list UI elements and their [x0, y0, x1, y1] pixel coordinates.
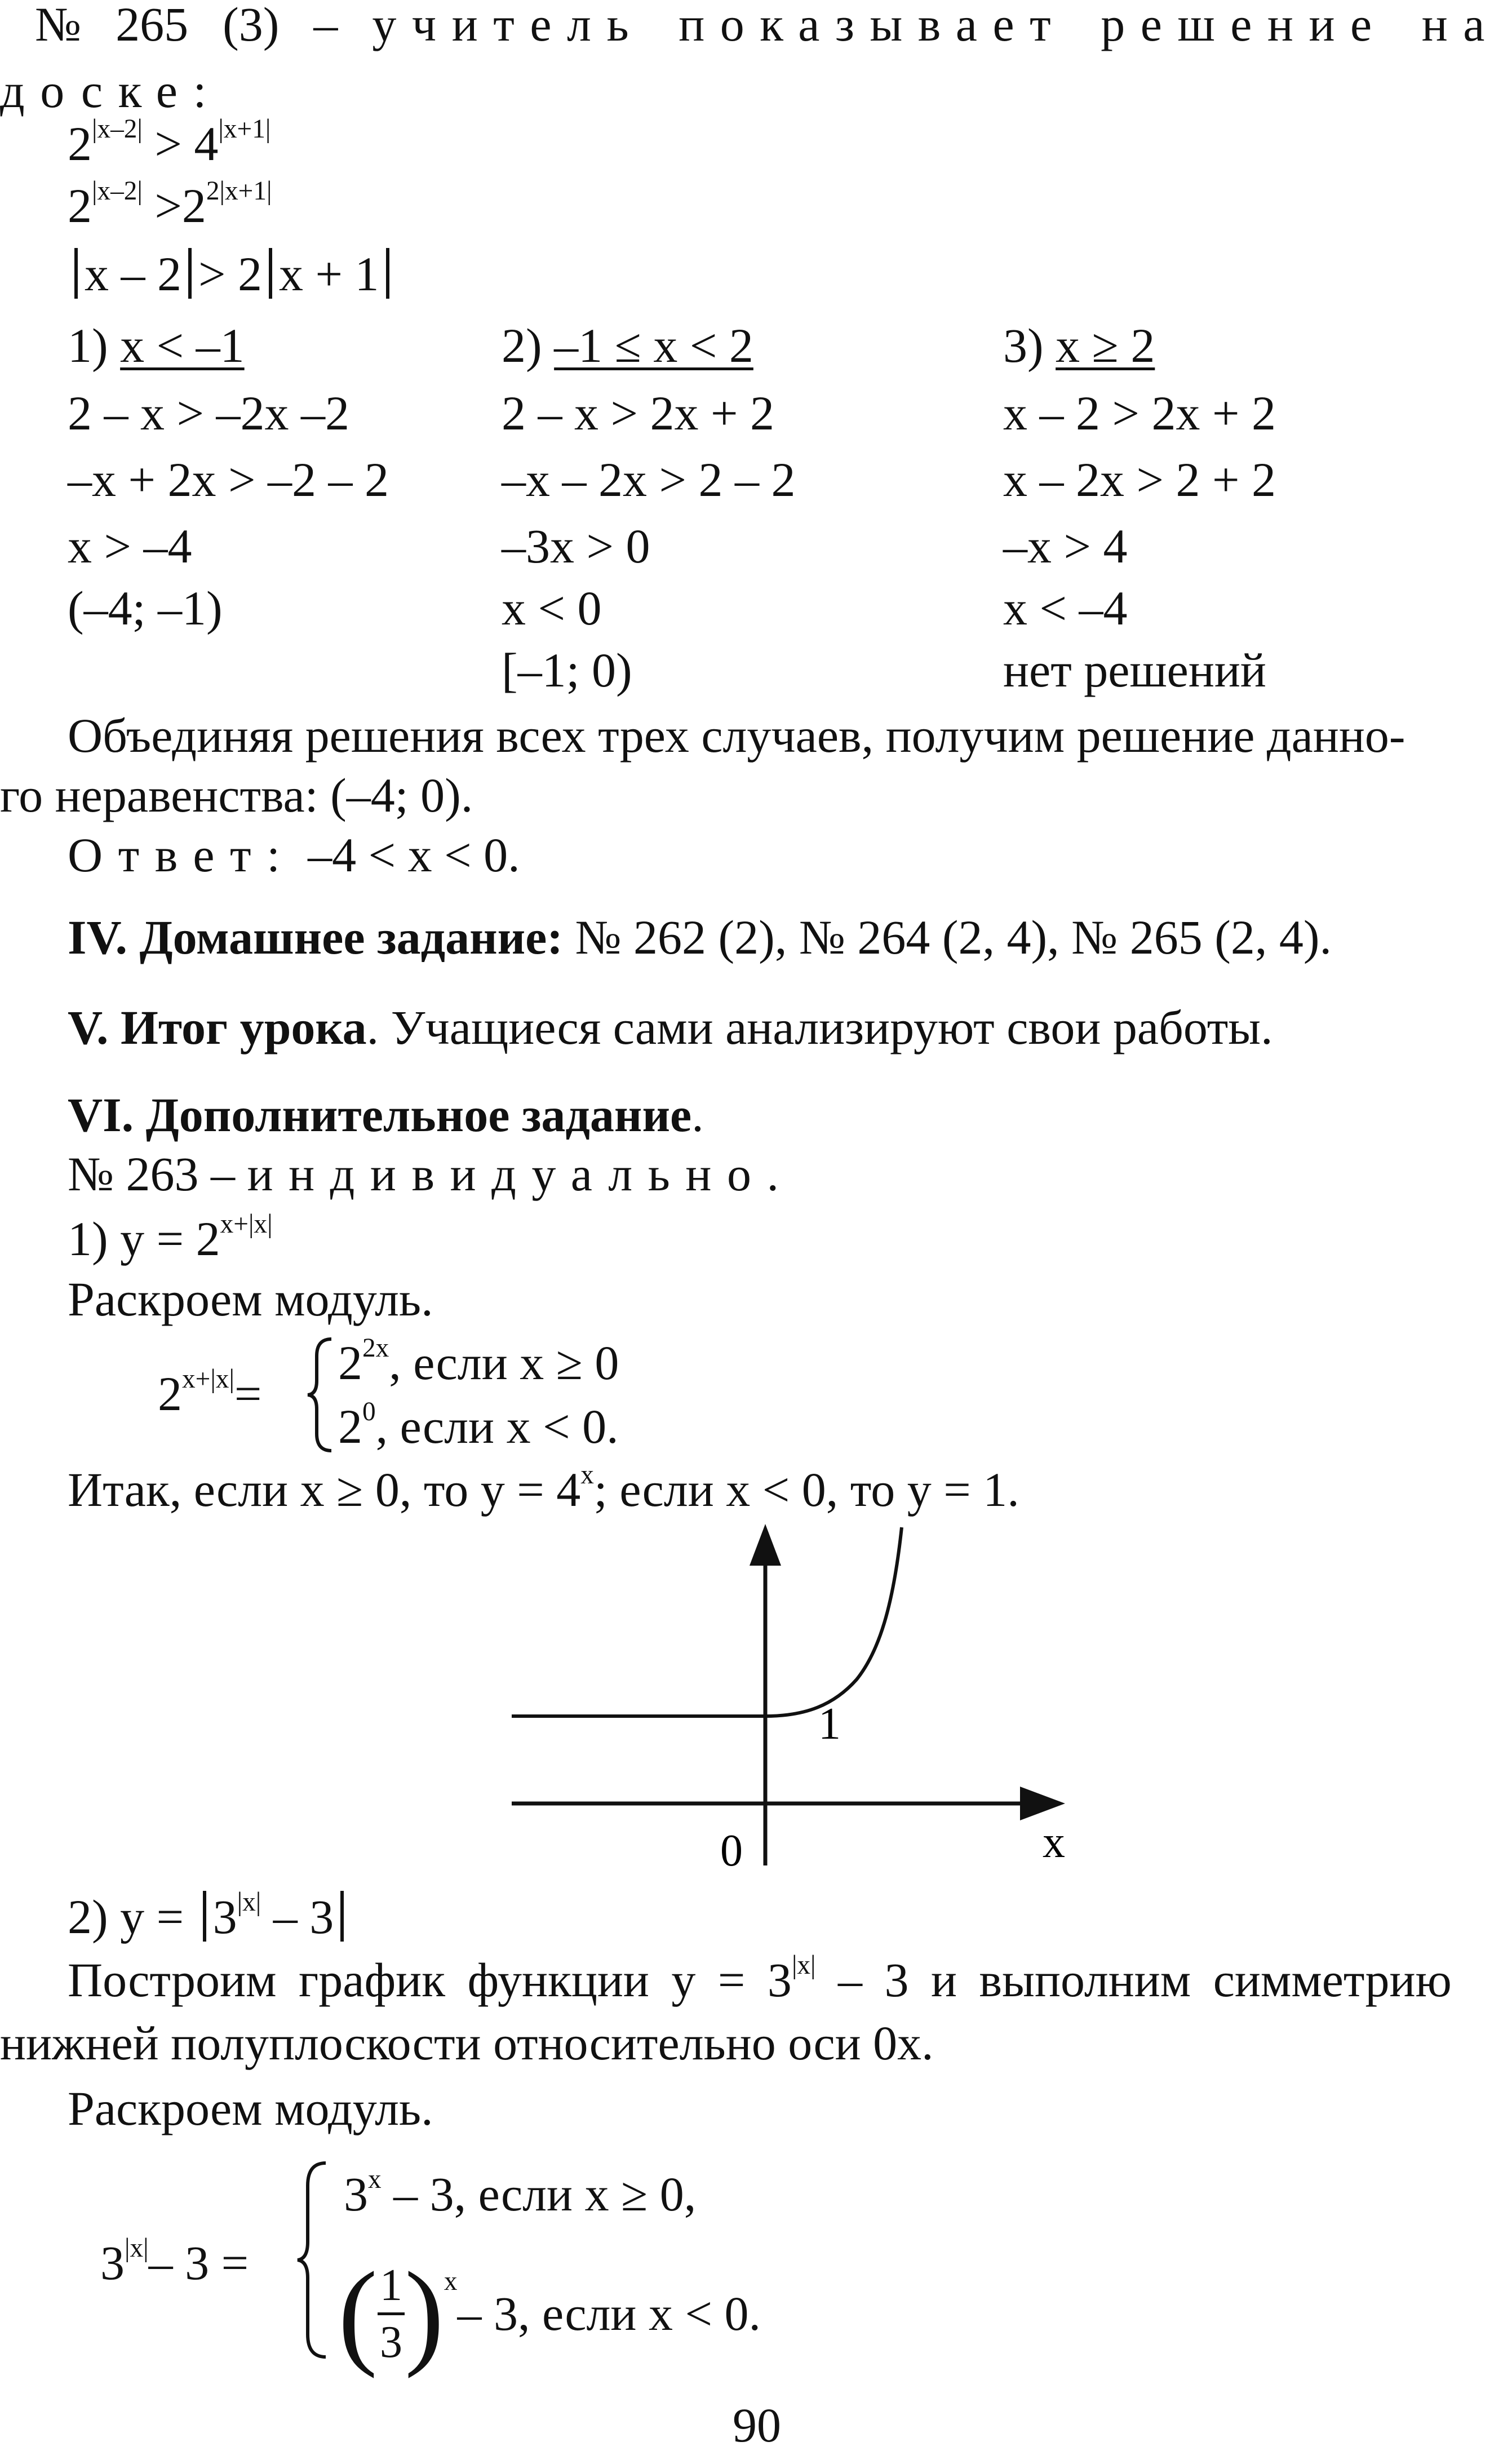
case-3-line: x – 2x > 2 + 2: [1003, 453, 1276, 507]
page-number: 90: [733, 2398, 781, 2452]
abs-bar: [340, 1891, 344, 1942]
build-line-1: Построим график функции $y = 3^{|x|} - 3$ и выполним симметрию: [68, 1950, 1452, 2007]
piecewise-2-brace: [293, 2159, 332, 2361]
abs-bar: [188, 248, 192, 299]
right-paren: ): [404, 2248, 444, 2379]
abs-bar: [386, 248, 389, 299]
part-2-function: 2) $y = 3^{|x|} - 3$: [68, 1891, 351, 1942]
heading-word: (3): [223, 0, 280, 51]
case-1-header: 1) x < –1: [68, 318, 245, 373]
homework-line: IV. Домашнее задание: № 262 (2), № 264 (2, 4), № 265 (2, 4).: [68, 910, 1332, 964]
board-line-2: $2^{|x-2|} >2^{2|x+1|}$: [68, 176, 272, 233]
union-line-1: Объединяя решения всех трех случаев, получим решение данно-: [68, 708, 1405, 763]
fraction-bar: [378, 2312, 405, 2315]
x-axis-label: x: [1043, 1818, 1065, 1867]
heading-word: на: [1421, 0, 1500, 51]
homework-title: IV. Домашнее задание:: [68, 910, 563, 964]
answer-label: Ответ:: [68, 828, 296, 882]
conclusion-line: Итак, если x ≥ 0, то $y = 4^x$; если x < 0, то y = 1.: [68, 1460, 1019, 1517]
answer-line: Ответ: –4 < x < 0.: [68, 828, 520, 882]
case-1-line: –x + 2x > –2 – 2: [68, 453, 389, 507]
heading-word: учитель: [372, 0, 645, 51]
case-2-header: 2) –1 ≤ x < 2: [502, 318, 753, 373]
case-2-line: 2 – x > 2x + 2: [502, 386, 775, 440]
case-3-line: –x > 4: [1003, 519, 1128, 573]
case-3-line: x < –4: [1003, 581, 1128, 635]
board-line-3: x – 2 > 2 x + 1: [68, 248, 396, 299]
heading-word: решение: [1101, 0, 1387, 51]
piecewise-2-case-b: ( 1 3 ) $^x$ – 3, если x < 0.: [338, 2248, 761, 2379]
case-3-header: 3) x ≥ 2: [1003, 318, 1155, 373]
extra-title-line: VI. Дополнительное задание.: [68, 1088, 704, 1142]
function-curve: [512, 1527, 902, 1716]
abs-bar: [74, 248, 78, 299]
heading-word: №: [35, 0, 82, 51]
case-3-line: x – 2 > 2x + 2: [1003, 386, 1276, 440]
heading-word: –: [313, 0, 338, 51]
heading-word: 265: [116, 0, 189, 51]
part-1-function: 1) $y = 2^{x+|x|}$: [68, 1209, 273, 1266]
origin-label: 0: [720, 1826, 743, 1876]
expand-modulus-1: Раскроем модуль.: [68, 1272, 433, 1326]
graph-y-equals-4-pow-x: [0, 1516, 1512, 1911]
piecewise-2-lhs: $3^{|x|}-$ 3 =: [100, 2233, 249, 2290]
piecewise-2-case-a: 3$^x$ – 3, если x ≥ 0,: [344, 2164, 697, 2221]
summary-title: V. Итог урока: [68, 1000, 367, 1054]
x-axis: [512, 1787, 1065, 1820]
case-1-line: 2 – x > –2x –2: [68, 386, 350, 440]
piecewise-1-case-b: $2^0$, если x < 0.: [338, 1397, 619, 1453]
y-axis: [750, 1524, 781, 1865]
case-2-line: –3x > 0: [502, 519, 650, 573]
task-heading-line1: [35, 0, 1500, 51]
piecewise-1-lhs: $2^{x+|x|}=$: [158, 1364, 262, 1421]
case-3-line: нет решений: [1003, 643, 1266, 697]
piecewise-1-case-a: $2^{2x}$, если x ≥ 0: [338, 1333, 619, 1390]
task-heading-line2: доске:: [0, 64, 222, 118]
board-line-1: $2^{|x-2|} > 4^{|x+1|}$: [68, 114, 271, 171]
left-paren: (: [338, 2248, 378, 2379]
heading-word: показывает: [679, 0, 1067, 51]
case-1-line: (–4; –1): [68, 581, 223, 635]
summary-line: V. Итог урока. Учащиеся сами анализируют свои работы.: [68, 1000, 1273, 1054]
piecewise-1-brace: [304, 1336, 338, 1454]
case-2-line: –x – 2x > 2 – 2: [502, 453, 796, 507]
abs-bar: [203, 1891, 206, 1942]
tick-label-one: 1: [818, 1699, 841, 1749]
extra-task-line: № 263 – индивидуально.: [68, 1147, 795, 1201]
case-2-line: [–1; 0): [502, 643, 632, 697]
case-1-line: x > –4: [68, 519, 192, 573]
build-line-2: нижней полуплоскости относительно оси 0x.: [0, 2016, 934, 2070]
fraction-one-third: 1 3: [378, 2263, 405, 2365]
abs-bar: [269, 248, 272, 299]
union-line-2: го неравенства: (–4; 0).: [0, 768, 473, 822]
case-2-line: x < 0: [502, 581, 602, 635]
expand-modulus-2: Раскроем модуль.: [68, 2081, 433, 2135]
extra-title: VI. Дополнительное задание: [68, 1088, 692, 1142]
